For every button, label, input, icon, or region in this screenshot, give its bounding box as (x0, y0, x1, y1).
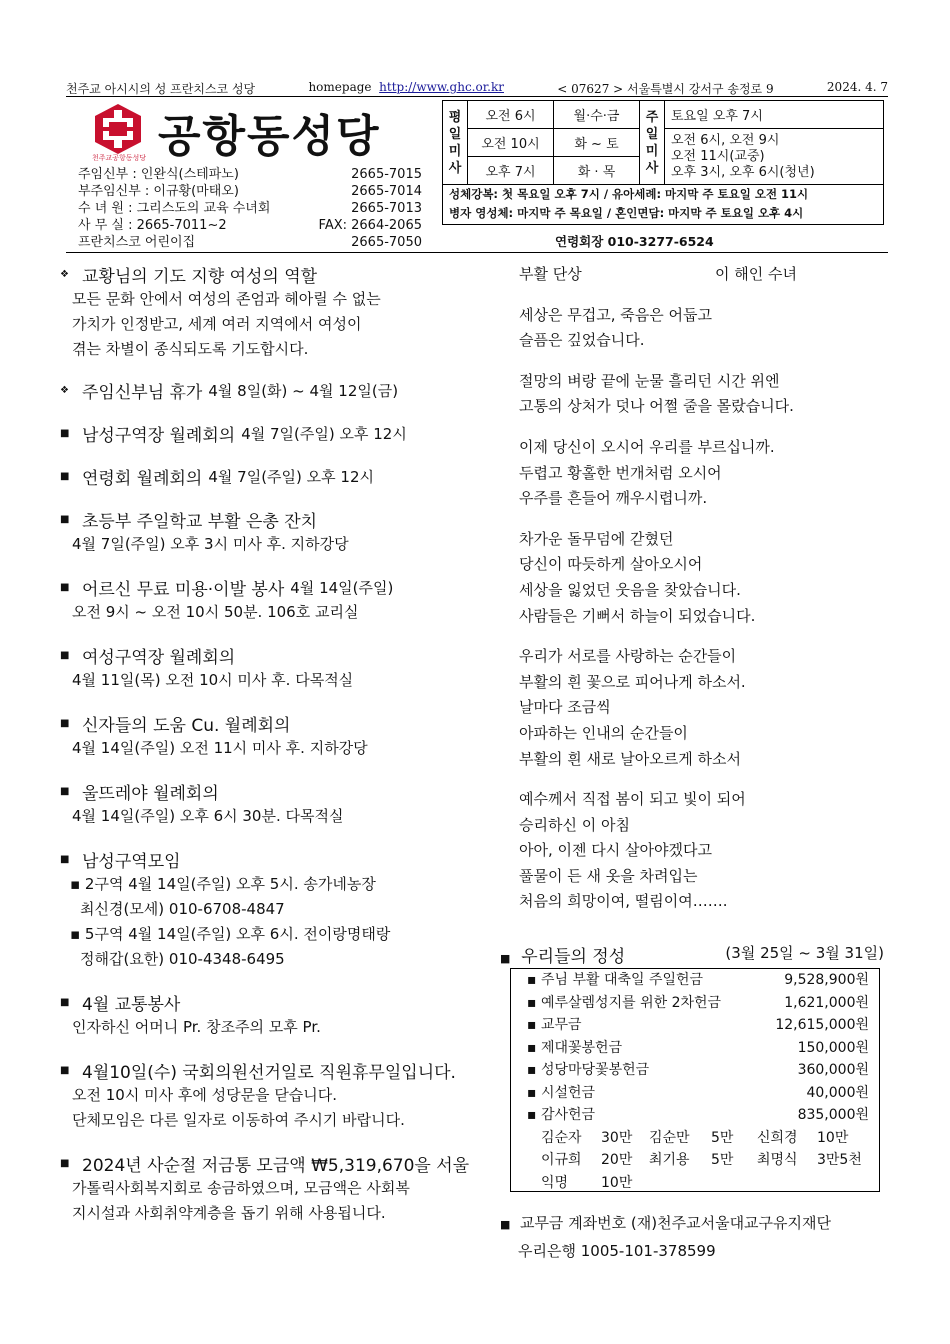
stanza-gap (519, 354, 879, 369)
bullet-icon: ❖ (60, 385, 69, 396)
poem-line: 부활의 흰 새로 날아오르게 하소서 (519, 749, 741, 768)
logo-caption: 천주교공항동성당 (91, 154, 147, 162)
notice-line: ▪ 2구역 4월 14일(주일) 오후 5시. 송가네농장 (70, 875, 376, 893)
notice-heading (60, 464, 500, 489)
notice-line: 정해갑(요한) 010-4348-6495 (80, 950, 285, 968)
donor-cell: 10만 (817, 1129, 849, 1146)
offering-row (511, 1014, 879, 1037)
notice-item (60, 847, 500, 972)
stanza-gap (519, 420, 879, 435)
notice-title: 2024년 사순절 저금통 모금액 ₩5,319,670을 서울 (82, 1156, 470, 1176)
notice-heading (60, 575, 500, 600)
offerings-title: ■ 우리들의 정성 (500, 947, 626, 967)
notice-heading (60, 643, 500, 668)
notice-title: 울뜨레야 월례회의 (82, 784, 219, 804)
donor-cell: 20만 (601, 1152, 633, 1168)
weekday-time: 오전 10시 (468, 129, 554, 157)
notice-heading (60, 1058, 500, 1083)
issue-date: 2024. 4. 7 (826, 80, 888, 94)
homepage-link[interactable]: http://www.ghc.or.kr (379, 80, 504, 94)
notice-line: 지시설과 사회취약계층을 돕기 위해 사용됩니다. (72, 1204, 386, 1222)
notice-line: 4월 14일(주일) 오후 6시 30분. 다목적실 (72, 807, 344, 825)
donor-cell: 최명식 (757, 1152, 798, 1168)
bullet-icon: ▪ (527, 972, 541, 988)
weekday-time: 오전 6시 (468, 101, 554, 129)
label-char: 미 (448, 143, 462, 159)
notice-title: 초등부 주일학교 부활 은총 잔치 (82, 512, 318, 532)
bullet-icon: ▪ (527, 1039, 541, 1056)
divider (66, 252, 888, 253)
offering-label: 시설헌금 (540, 1084, 596, 1101)
offering-name (527, 1059, 649, 1082)
stanza-gap (519, 772, 879, 787)
poem-line: 이제 당신이 오시어 우리를 부르십니까. (519, 437, 775, 456)
donor-cell: 3만5천 (817, 1152, 862, 1168)
poem-line: 승리하신 이 아침 (519, 815, 630, 834)
notice-line: 모든 문화 안에서 여성의 존엄과 헤아릴 수 없는 (72, 290, 381, 308)
poem-line: 당신이 따듯하게 살아오시어 (519, 555, 703, 574)
notice-title: 어르신 무료 미용·이발 봉사 (82, 580, 285, 600)
bullet-icon: ❖ (60, 269, 69, 280)
notice-title: 신자들의 도움 Cu. 월례회의 (82, 716, 291, 736)
staff-phone: FAX: 2664-2065 (318, 218, 422, 233)
staff-label: 수 녀 원 : 그리스도의 교육 수녀회 (78, 201, 271, 216)
offering-row (511, 969, 879, 992)
poem-line: 우주를 흔들어 깨우시렵니까. (519, 489, 708, 508)
notice-item (60, 1058, 500, 1133)
bullet-icon: ■ (60, 650, 70, 661)
offering-row (511, 1104, 879, 1127)
poem-body (519, 288, 879, 915)
account-number: 우리은행 1005-101-378599 (518, 1242, 716, 1260)
notice-item (60, 507, 500, 557)
offering-row (511, 1082, 879, 1105)
notice-line: 가톨릭사회복지회로 송금하였으며, 모금액은 사회복 (72, 1179, 410, 1197)
donor-cell: 김순만 (649, 1129, 690, 1146)
bullet-icon: ▪ (527, 1017, 541, 1033)
sunday-mass-label (640, 101, 665, 185)
notice-item (60, 779, 500, 829)
homepage: homepage http://www.ghc.or.kr (308, 80, 504, 94)
poem-line: 예수께서 직접 봄이 되고 빛이 되어 (519, 790, 746, 809)
notice-line: 가치가 인정받고, 세계 여러 지역에서 여성이 (72, 315, 362, 333)
notice-title: 여성구역장 월례회의 (82, 648, 236, 668)
offering-amount: 40,000원 (806, 1084, 869, 1101)
bullet-icon: ▪ (527, 1062, 541, 1078)
donor-cell: 5만 (711, 1152, 734, 1168)
label-char: 일 (448, 126, 462, 142)
notice-detail: 4월 8일(화) ~ 4월 12일(금) (208, 382, 399, 400)
bullet-icon: ▪ (527, 994, 541, 1011)
bullet-icon: ▪ (527, 1084, 541, 1101)
poem (519, 262, 879, 915)
staff-label: 사 무 실 : 2665-7011~2 (78, 218, 227, 233)
poem-line: 두렵고 황홀한 번개처럼 오시어 (519, 463, 722, 482)
notice-item (60, 575, 500, 625)
notice-item (60, 262, 500, 362)
weekday-days: 화 ~ 토 (554, 129, 640, 157)
notice-heading (60, 421, 500, 446)
offering-amount: 9,528,900원 (784, 972, 869, 988)
donor-cell: 10만 (601, 1174, 633, 1191)
bullet-icon: ■ (60, 854, 70, 865)
staff-phone: 2665-7014 (351, 184, 422, 199)
stanza-gap (519, 288, 879, 303)
divider (66, 96, 888, 97)
poem-line: 사람들은 기뻐서 하늘이 되었습니다. (519, 606, 756, 625)
bullet-icon: ■ (60, 582, 70, 593)
bullet-icon: ▪ (527, 1107, 541, 1123)
notice-item (60, 643, 500, 693)
donor-list (511, 1127, 879, 1195)
bullet-icon: ■ (60, 428, 70, 439)
staff-row (78, 217, 422, 234)
offering-name (527, 1014, 582, 1037)
saturday-mass: 토요일 오후 7시 (665, 101, 884, 129)
parish-logo-icon (95, 104, 141, 154)
offering-label: 주님 부활 대축일 주일헌금 (540, 972, 704, 988)
donor-cell: 30만 (601, 1129, 633, 1146)
account-info (500, 1210, 831, 1264)
label-char: 사 (448, 160, 462, 176)
notice-title: 남성구역장 월례회의 (82, 426, 236, 446)
poem-line: 풀물이 든 새 옷을 차려입는 (519, 866, 698, 885)
offering-name (527, 1104, 595, 1127)
sunday-mass-times: 오전 6시, 오전 9시 오전 11시(교중) 오후 3시, 오후 6시(청년) (665, 129, 884, 185)
offering-label: 성당마당꽃봉헌금 (540, 1062, 650, 1078)
poem-line: 아아, 이젠 다시 살아야겠다고 (519, 841, 712, 860)
poem-header (519, 262, 879, 288)
notice-list (60, 262, 500, 1226)
offerings-period: (3월 25일 ~ 3월 31일) (725, 944, 884, 962)
sacrament-schedule: 성체강복: 첫 목요일 오후 7시 / 유아세례: 마지막 주 토요일 오전 11시 병자 영성체: 마지막 주 목요일 / 혼인면담: 마지막 주 토요일 오후 4시 (442, 183, 884, 225)
offerings-header (500, 942, 884, 967)
notice-line: 오전 10시 미사 후에 성당문을 닫습니다. (72, 1086, 338, 1104)
weekday-mass-label (443, 101, 468, 185)
notice-item (60, 990, 500, 1040)
label-char: 일 (645, 126, 659, 142)
staff-label: 프란치스코 어린이집 (78, 235, 196, 250)
stanza-gap (519, 629, 879, 644)
poem-line: 세상을 잃었던 웃음을 찾았습니다. (519, 580, 741, 599)
bullet-icon: ■ (60, 786, 70, 797)
offering-amount: 835,000원 (797, 1107, 869, 1123)
staff-row (78, 234, 422, 251)
weekday-time: 오후 7시 (468, 157, 554, 185)
staff-label: 부주임신부 : 이규황(마태오) (78, 184, 239, 199)
address: < 07627 > 서울특별시 강서구 송정로 9 (557, 82, 774, 96)
notice-line: ▪ 5구역 4월 14일(주일) 오후 6시. 전이랑명태랑 (70, 925, 391, 943)
notice-item (60, 421, 500, 446)
label-char: 주 (645, 109, 659, 125)
donor-cell: 5만 (711, 1129, 734, 1146)
notice-item (60, 711, 500, 761)
bullet-icon: ■ (60, 1158, 70, 1169)
notice-heading (60, 262, 500, 287)
staff-label: 주임신부 : 인완식(스테파노) (78, 167, 239, 182)
poem-line: 우리가 서로를 사랑하는 순간들이 (519, 647, 737, 666)
offering-label: 제대꽃봉헌금 (540, 1039, 623, 1056)
poem-line: 부활의 흰 꽃으로 피어나게 하소서. (519, 672, 746, 691)
stanza-gap (519, 512, 879, 527)
offering-name (527, 969, 703, 992)
offering-label: 감사헌금 (540, 1107, 596, 1123)
donor-cell: 익명 (541, 1174, 569, 1191)
offering-name (527, 1082, 595, 1105)
staff-phone: 2665-7050 (351, 235, 422, 250)
notice-detail: 4월 7일(주일) 오후 12시 (208, 468, 374, 486)
poem-line: 슬픔은 깊었습니다. (519, 331, 645, 350)
label-char: 미 (645, 143, 659, 159)
bullet-icon: ■ (60, 471, 70, 482)
notice-item (60, 1151, 500, 1226)
label-char: 평 (448, 109, 462, 125)
poem-line: 차가운 돌무덤에 갇혔던 (519, 529, 674, 548)
parish-name: 공항동성당 (158, 111, 381, 162)
offering-name (527, 1037, 622, 1060)
notice-line: 4월 11일(목) 오전 10시 미사 후. 다목적실 (72, 671, 354, 689)
notice-heading (60, 990, 500, 1015)
account-title: ■ 교무금 계좌번호 (재)천주교서울대교구유지재단 (500, 1214, 831, 1232)
weekday-days: 화 · 목 (554, 157, 640, 185)
notice-heading (60, 779, 500, 804)
poem-line: 처음의 희망이여, 떨림이여……. (519, 892, 728, 911)
notice-detail: 4월 7일(주일) 오후 12시 (241, 425, 407, 443)
notice-line: 4월 7일(주일) 오후 3시 미사 후. 지하강당 (72, 535, 349, 553)
notice-heading (60, 378, 500, 403)
offering-label: 교무금 (540, 1017, 582, 1033)
notice-line: 인자하신 어머니 Pr. 창조주의 모후 Pr. (72, 1018, 321, 1036)
donor-cell: 김순자 (541, 1129, 582, 1146)
bullet-icon: ■ (60, 718, 70, 729)
offering-amount: 12,615,000원 (775, 1017, 869, 1033)
staff-row (78, 183, 422, 200)
staff-phone: 2665-7013 (351, 201, 422, 216)
notice-heading (60, 507, 500, 532)
notice-heading (60, 847, 500, 872)
poem-author: 이 해인 수녀 (715, 265, 797, 283)
poem-line: 고통의 상처가 덧나 어쩔 줄을 몰랐습니다. (519, 397, 794, 416)
bullet-icon: ■ (60, 514, 70, 525)
notice-heading (60, 1151, 500, 1176)
offering-amount: 360,000원 (797, 1062, 869, 1078)
notice-item (60, 464, 500, 489)
notice-line: 4월 14일(주일) 오전 11시 미사 후. 지하강당 (72, 739, 368, 757)
notice-title: 4월 교통봉사 (82, 995, 181, 1015)
offering-label: 예루살렘성지를 위한 2차헌금 (540, 994, 722, 1011)
notice-title: 남성구역모임 (82, 852, 181, 872)
offering-name (527, 992, 721, 1015)
offering-row (511, 992, 879, 1015)
poem-line: 아파하는 인내의 순간들이 (519, 723, 688, 742)
weekday-days: 월·수·금 (554, 101, 640, 129)
notice-item (60, 378, 500, 403)
donor-cell: 최기용 (649, 1152, 690, 1168)
staff-phone: 2665-7015 (351, 167, 422, 182)
bullet-icon: ■ (60, 1065, 70, 1076)
offering-row (511, 1037, 879, 1060)
notice-line: 최신경(모세) 010-6708-4847 (80, 900, 285, 918)
notice-heading (60, 711, 500, 736)
offering-amount: 150,000원 (797, 1039, 869, 1056)
notice-line: 단체모임은 다른 일자로 이동하여 주시기 바랍니다. (72, 1111, 405, 1129)
notice-line: 겪는 차별이 종식되도록 기도합시다. (72, 340, 309, 358)
poem-title: 부활 단상 (519, 265, 582, 283)
staff-row (78, 200, 422, 217)
notice-title: 주임신부님 휴가 (82, 383, 203, 403)
notice-title: 4월10일(수) 국회의원선거일로 직원휴무일입니다. (82, 1063, 456, 1083)
donor-cell: 신희경 (757, 1129, 798, 1146)
mass-schedule (442, 100, 884, 185)
header-line (66, 80, 888, 97)
offerings-box (510, 968, 880, 1192)
staff-row (78, 166, 422, 183)
poem-line: 날마다 조금씩 (519, 698, 611, 717)
notice-title: 교황님의 기도 지향 여성의 역할 (82, 267, 318, 287)
council-contact: 연령회장 010-3277-6524 (555, 234, 714, 249)
poem-line: 절망의 벼랑 끝에 눈물 흘리던 시간 위엔 (519, 371, 780, 390)
label-char: 사 (645, 160, 659, 176)
offering-amount: 1,621,000원 (784, 994, 869, 1011)
notice-detail: 4월 14일(주일) (290, 579, 394, 597)
notice-line: 오전 9시 ~ 오전 10시 50분. 106호 교리실 (72, 603, 359, 621)
donor-cell: 이규희 (541, 1152, 582, 1168)
staff-list (78, 166, 422, 251)
notice-title: 연령회 월례회의 (82, 469, 203, 489)
offering-row (511, 1059, 879, 1082)
org-name: 천주교 아시시의 성 프란치스코 성당 (66, 82, 256, 96)
poem-line: 세상은 무겁고, 죽음은 어둡고 (519, 305, 712, 324)
bullet-icon: ■ (60, 997, 70, 1008)
